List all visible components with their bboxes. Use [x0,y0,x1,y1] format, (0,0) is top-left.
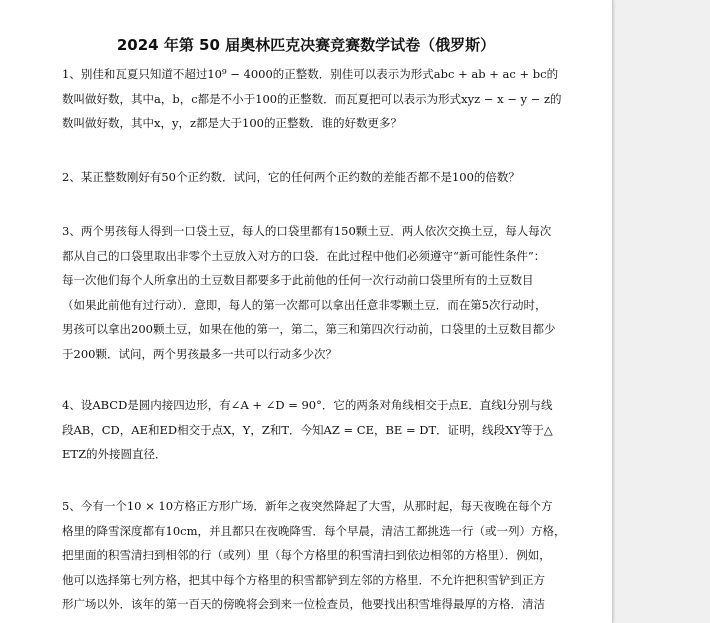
problem-3 [62,219,562,366]
problem-text-line: 格里的降雪深度都有10cm，并且都只在夜晚降雪．每个早晨，清洁工都挑选一行（或一列）方格， [62,523,566,538]
problem-text-line: 5、今有一个10 × 10方格正方形广场．新年之夜突然降起了大雪，从那时起，每天夜晚在每个方 [62,499,553,513]
problem-text-line: 他可以选择第七列方格，把其中每个方格里的积雪都铲到左邻的方格里．不允许把积雪铲到正方 [62,572,545,587]
page-edge-divider [612,0,613,623]
problem-text-line: 都从自己的口袋里取出非零个土豆放入对方的口袋．在此过程中他们必须遵守“新可能性条件”： [62,248,546,263]
problem-2 [62,165,562,190]
problem-text-line: 形广场以外．该年的第一百天的傍晚将会到来一位检查员，他要找出积雪堆得最厚的方格．清洁 [62,597,545,611]
problem-1 [62,62,562,136]
problem-text-line: 2、某正整数刚好有50个正约数．试问，它的任何两个正约数的差能否都不是100的倍数？ [62,170,520,184]
problem-text-line: 每一次他们每个人所拿出的土豆数目都要多于此前他的任何一次行动前口袋里所有的土豆数目 [62,273,534,287]
problem-4 [62,393,562,467]
problem-text-line: （如果此前他有过行动）．意即，每人的第一次都可以拿出任意非零颗土豆．而在第5次行动时， [62,297,547,312]
problem-text-line: 段AB，CD，AE和ED相交于点X，Y，Z和T．今知AZ = CE，BE = DT．证明，线段XY等于△ [62,422,553,437]
problem-text-line: 4、设ABCD是圆内接四边形，有∠A + ∠D = 90°．它的两条对角线相交于点E．直线l分别与线 [62,398,553,412]
problem-text-line: 男孩可以拿出200颗土豆，如果在他的第一，第二，第三和第四次行动前，口袋里的土豆数目都少 [62,322,556,336]
page-title: 2024 年第 50 届奥林匹克决赛竞赛数学试卷（俄罗斯） [116,36,496,54]
problem-text-line: 数叫做好数，其中a，b，c都是不小于100的正整数．而瓦夏把可以表示为形式xyz − x − y − z的 [62,91,562,106]
problem-5 [62,494,566,617]
problem-text-line: ETZ的外接圆直径． [62,447,167,461]
problem-text-line: 把里面的积雪清扫到相邻的行（或列）里（每个方格里的积雪清扫到依边相邻的方格里）．例如， [62,548,551,562]
problem-text-line: 3、两个男孩每人得到一口袋土豆，每人的口袋里都有150颗土豆．两人依次交换土豆，每人每次 [62,224,552,238]
problem-text-line: 于200颗．试问，两个男孩最多一共可以行动多少次？ [62,346,337,361]
problem-text-line: 1、别佳和瓦夏只知道不超过10⁹ − 4000的正整数．别佳可以表示为形式abc + ab + ac + bc的 [62,67,559,81]
problem-text-line: 数叫做好数，其中x，y，z都是大于100的正整数．谁的好数更多？ [62,116,402,130]
